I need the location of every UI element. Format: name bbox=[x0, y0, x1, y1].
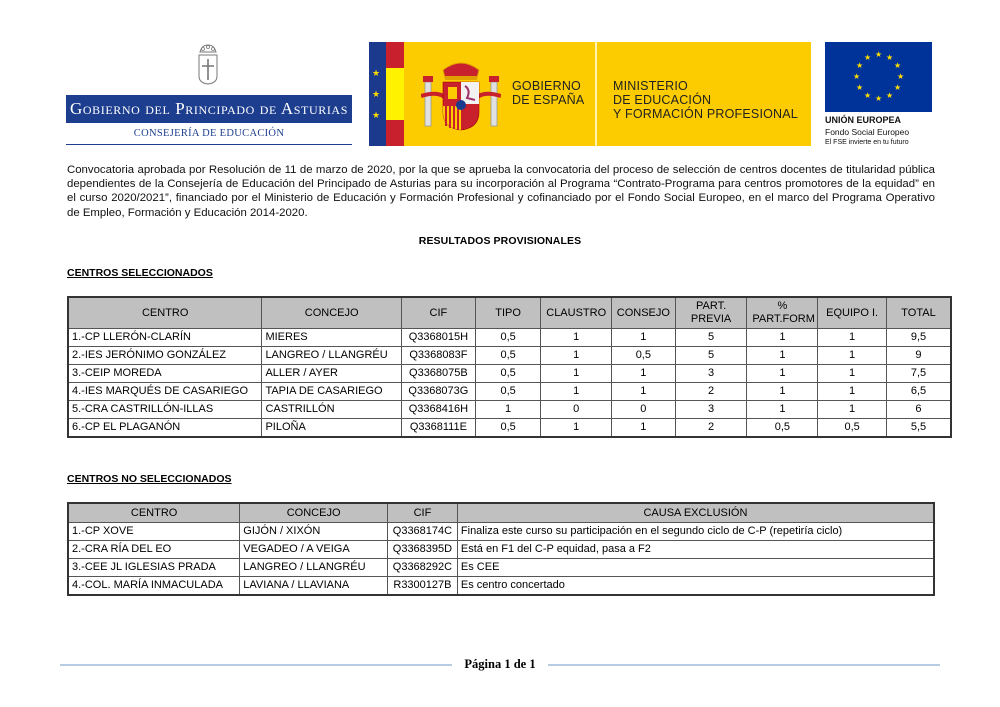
cell-total: 7,5 bbox=[886, 365, 951, 383]
star-icon: ★ bbox=[372, 68, 381, 78]
intro-paragraph: Convocatoria aprobada por Resolución de 11 de marzo de 2020, por la que se aprueba la convocatoria del proceso de selección de centros docentes de titularidad pública dependientes de la Consejería de Educación del Principado de Asturias para su incorporación al Programa “Contrato-Programa para centros promotores de la equidad” en el curso 2020/2021”, financiado por el Ministerio de Educación y Formación Profesional y cofinanciado por el Fondo Social Europeo, en el marco del Programa Operativo de Empleo, Formación y Educación 2014-2020. bbox=[67, 164, 935, 219]
col-concejo: CONCEJO bbox=[262, 297, 401, 329]
table-row bbox=[68, 523, 934, 541]
flag-yellow bbox=[386, 68, 404, 120]
cell-causa-exclusion: Es CEE bbox=[457, 559, 934, 577]
eu-fund: Fondo Social Europeo bbox=[825, 127, 910, 137]
gobierno-espana-label: GOBIERNO DE ESPAÑA bbox=[512, 79, 585, 107]
document-title: RESULTADOS PROVISIONALES bbox=[418, 235, 582, 247]
table-row bbox=[68, 577, 934, 596]
not-selected-table bbox=[67, 502, 935, 596]
cell-cif: Q3368416H bbox=[401, 401, 475, 419]
eu-star-icon: ★ bbox=[894, 83, 902, 92]
cell-tipo: 0,5 bbox=[475, 347, 541, 365]
cell-equipo: 1 bbox=[818, 401, 887, 419]
cell-centro: 2.-CRA RÍA DEL EO bbox=[68, 541, 240, 559]
cell-centro: 1.-CP LLERÓN-CLARÍN bbox=[68, 329, 262, 347]
cell-concejo: MIERES bbox=[262, 329, 401, 347]
gobierno-espana-logo bbox=[369, 42, 811, 146]
table-row bbox=[68, 365, 951, 383]
cell-consejo: 1 bbox=[612, 419, 676, 438]
asturias-crest-icon bbox=[197, 42, 219, 86]
cell-part-form: 1 bbox=[747, 401, 818, 419]
cell-cif: Q3368083F bbox=[401, 347, 475, 365]
not-selected-heading: CENTROS NO SELECCIONADOS bbox=[67, 473, 232, 485]
table-header-row bbox=[68, 297, 951, 329]
col-total: TOTAL bbox=[886, 297, 951, 329]
flag-red-bottom bbox=[386, 120, 404, 146]
cell-concejo: CASTRILLÓN bbox=[262, 401, 401, 419]
cell-equipo: 0,5 bbox=[818, 419, 887, 438]
cell-causa-exclusion: Finaliza este curso su participación en el segundo ciclo de C-P (repetiría ciclo) bbox=[457, 523, 934, 541]
col-part-previa bbox=[675, 297, 747, 329]
cell-part-form: 1 bbox=[747, 365, 818, 383]
cell-cif: Q3368292C bbox=[387, 559, 457, 577]
eu-star-icon: ★ bbox=[855, 61, 864, 70]
cell-cif: Q3368111E bbox=[401, 419, 475, 438]
table-row bbox=[68, 383, 951, 401]
cell-centro: 3.-CEIP MOREDA bbox=[68, 365, 262, 383]
cell-total: 6 bbox=[886, 401, 951, 419]
cell-claustro: 0 bbox=[541, 401, 612, 419]
cell-part-previa: 3 bbox=[675, 365, 747, 383]
cell-total: 6,5 bbox=[886, 383, 951, 401]
cell-total: 9 bbox=[886, 347, 951, 365]
cell-concejo: LANGREO / LLANGRÉU bbox=[240, 559, 388, 577]
cell-cif: Q3368015H bbox=[401, 329, 475, 347]
cell-cif: Q3368075B bbox=[401, 365, 475, 383]
cell-part-previa: 2 bbox=[675, 383, 747, 401]
eu-motto: El FSE invierte en tu futuro bbox=[825, 139, 909, 146]
cell-part-previa: 5 bbox=[675, 329, 747, 347]
logo-divider bbox=[595, 42, 597, 146]
cell-centro: 4.-IES MARQUÉS DE CASARIEGO bbox=[68, 383, 262, 401]
cell-concejo: VEGADEO / A VEIGA bbox=[240, 541, 388, 559]
cell-claustro: 1 bbox=[541, 383, 612, 401]
cell-consejo: 1 bbox=[612, 383, 676, 401]
cell-claustro: 1 bbox=[541, 329, 612, 347]
cell-part-previa: 5 bbox=[675, 347, 747, 365]
cell-concejo: LANGREO / LLANGRÉU bbox=[262, 347, 401, 365]
cell-equipo: 1 bbox=[818, 347, 887, 365]
consejeria-label: CONSEJERÍA DE EDUCACIÓN bbox=[133, 128, 285, 139]
table-row bbox=[68, 559, 934, 577]
col-part-form-label: % PART.FORM bbox=[752, 300, 815, 325]
cell-concejo: ALLER / AYER bbox=[262, 365, 401, 383]
cell-consejo: 0,5 bbox=[612, 347, 676, 365]
col-part-form bbox=[747, 297, 818, 329]
cell-cif: Q3368395D bbox=[387, 541, 457, 559]
eu-flag-icon bbox=[825, 42, 932, 112]
cell-equipo: 1 bbox=[818, 329, 887, 347]
eu-star-icon: ★ bbox=[886, 52, 894, 62]
cell-tipo: 0,5 bbox=[475, 383, 541, 401]
table-row bbox=[68, 419, 951, 438]
cell-centro: 2.-IES JERÓNIMO GONZÁLEZ bbox=[68, 347, 262, 365]
cell-concejo: LAVIANA / LLAVIANA bbox=[240, 577, 388, 596]
eu-star-icon: ★ bbox=[886, 91, 894, 101]
eu-star-icon: ★ bbox=[864, 91, 872, 101]
flag-red-top bbox=[386, 42, 404, 68]
table-header-row bbox=[68, 503, 934, 523]
cell-part-form: 1 bbox=[747, 347, 818, 365]
footer-rule-left bbox=[60, 664, 452, 666]
table-row bbox=[68, 329, 951, 347]
cell-tipo: 0,5 bbox=[475, 419, 541, 438]
selected-heading: CENTROS SELECCIONADOS bbox=[67, 267, 213, 279]
cell-part-form: 0,5 bbox=[747, 419, 818, 438]
eu-star-icon: ★ bbox=[875, 94, 883, 103]
cell-concejo: TAPIA DE CASARIEGO bbox=[262, 383, 401, 401]
page-number: Página 1 de 1 bbox=[464, 657, 536, 671]
col-causa-exclusion: CAUSA EXCLUSIÓN bbox=[457, 503, 934, 523]
footer-rule-right bbox=[548, 664, 940, 666]
table-row bbox=[68, 541, 934, 559]
eu-star-icon: ★ bbox=[894, 61, 902, 70]
cell-part-previa: 2 bbox=[675, 419, 747, 438]
eu-star-icon: ★ bbox=[864, 52, 872, 62]
col-centro: CENTRO bbox=[68, 297, 262, 329]
col-cif: CIF bbox=[401, 297, 475, 329]
cell-claustro: 1 bbox=[541, 419, 612, 438]
col-concejo: CONCEJO bbox=[240, 503, 388, 523]
ministerio-label: MINISTERIO DE EDUCACIÓN Y FORMACIÓN PROFESIONAL bbox=[613, 79, 798, 121]
asturias-divider bbox=[66, 144, 352, 145]
cell-claustro: 1 bbox=[541, 347, 612, 365]
col-cif: CIF bbox=[387, 503, 457, 523]
eu-stripe bbox=[369, 42, 386, 146]
cell-consejo: 1 bbox=[612, 365, 676, 383]
cell-cif: Q3368174C bbox=[387, 523, 457, 541]
cell-equipo: 1 bbox=[818, 365, 887, 383]
col-consejo: CONSEJO bbox=[612, 297, 676, 329]
col-tipo: TIPO bbox=[475, 297, 541, 329]
asturias-banner: Gobierno del Principado de Asturias bbox=[66, 95, 352, 123]
col-claustro: CLAUSTRO bbox=[541, 297, 612, 329]
cell-concejo: PILOÑA bbox=[262, 419, 401, 438]
cell-part-previa: 3 bbox=[675, 401, 747, 419]
eu-title: UNIÓN EUROPEA bbox=[825, 115, 902, 125]
spain-coat-of-arms-icon bbox=[421, 56, 501, 136]
eu-star-icon: ★ bbox=[875, 50, 883, 59]
eu-star-icon: ★ bbox=[853, 72, 861, 81]
col-equipo: EQUIPO I. bbox=[818, 297, 887, 329]
cell-part-form: 1 bbox=[747, 383, 818, 401]
cell-total: 5,5 bbox=[886, 419, 951, 438]
selected-table bbox=[67, 296, 952, 438]
table-row bbox=[68, 401, 951, 419]
cell-cif: R3300127B bbox=[387, 577, 457, 596]
cell-tipo: 0,5 bbox=[475, 365, 541, 383]
cell-equipo: 1 bbox=[818, 383, 887, 401]
col-part-previa-label: PART. PREVIA bbox=[690, 300, 732, 325]
cell-claustro: 1 bbox=[541, 365, 612, 383]
union-europea-logo bbox=[825, 42, 945, 152]
cell-tipo: 1 bbox=[475, 401, 541, 419]
asturias-logo bbox=[66, 40, 352, 148]
cell-centro: 4.-COL. MARÍA INMACULADA bbox=[68, 577, 240, 596]
eu-star-icon: ★ bbox=[897, 72, 905, 81]
cell-centro: 6.-CP EL PLAGANÓN bbox=[68, 419, 262, 438]
cell-centro: 3.-CEE JL IGLESIAS PRADA bbox=[68, 559, 240, 577]
cell-part-form: 1 bbox=[747, 329, 818, 347]
table-row bbox=[68, 347, 951, 365]
eu-star-icon: ★ bbox=[855, 83, 864, 92]
star-icon: ★ bbox=[372, 110, 381, 120]
cell-centro: 1.-CP XOVE bbox=[68, 523, 240, 541]
cell-causa-exclusion: Es centro concertado bbox=[457, 577, 934, 596]
col-centro: CENTRO bbox=[68, 503, 240, 523]
cell-causa-exclusion: Está en F1 del C-P equidad, pasa a F2 bbox=[457, 541, 934, 559]
cell-concejo: GIJÓN / XIXÓN bbox=[240, 523, 388, 541]
cell-tipo: 0,5 bbox=[475, 329, 541, 347]
cell-consejo: 1 bbox=[612, 329, 676, 347]
star-icon: ★ bbox=[372, 89, 381, 99]
cell-centro: 5.-CRA CASTRILLÓN-ILLAS bbox=[68, 401, 262, 419]
cell-total: 9,5 bbox=[886, 329, 951, 347]
cell-consejo: 0 bbox=[612, 401, 676, 419]
cell-cif: Q3368073G bbox=[401, 383, 475, 401]
